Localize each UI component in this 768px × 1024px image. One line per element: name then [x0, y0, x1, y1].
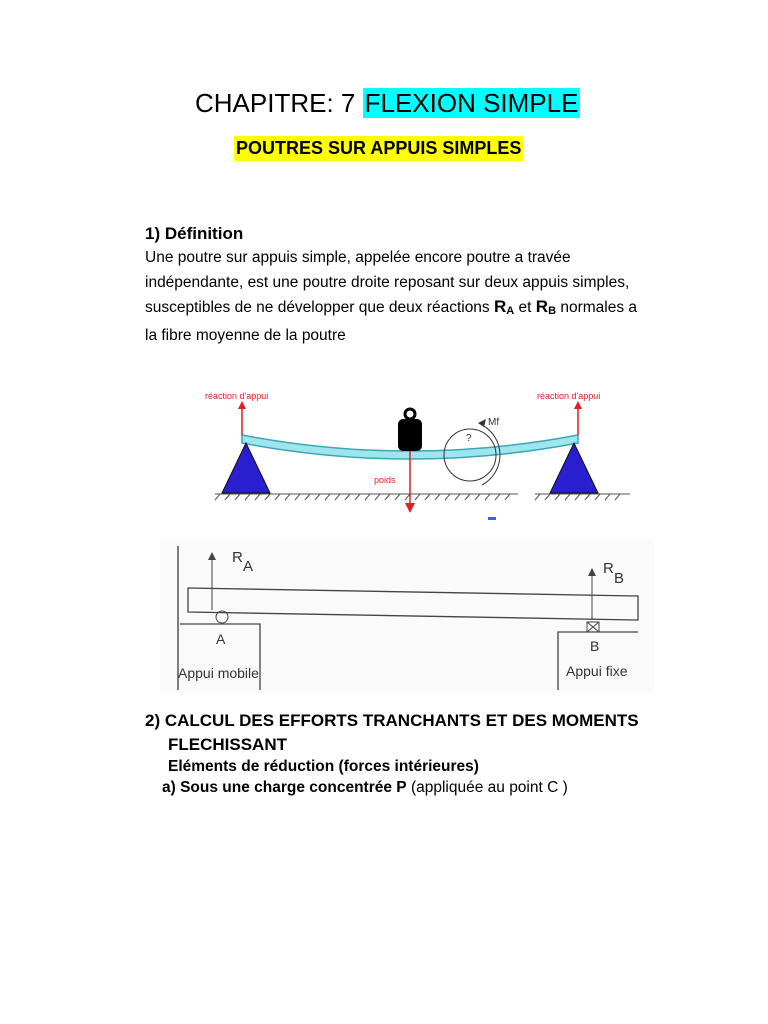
ground-left	[215, 494, 518, 500]
weight-arrow	[405, 503, 415, 513]
definition-line-4: la fibre moyenne de la poutre	[145, 326, 346, 344]
support-b-label: Appui fixe	[566, 663, 628, 679]
rb-symbol: $R_B$	[535, 297, 557, 317]
section2-heading-line1: 2) CALCUL DES EFFORTS TRANCHANTS ET DES MOMENTS	[145, 711, 639, 730]
weight-icon	[398, 409, 422, 451]
definition-line-1: Une poutre sur appuis simple, appelée encore poutre a travée	[145, 249, 571, 266]
moment-label: Mf	[488, 417, 500, 428]
definition-line-3-post: normales a	[556, 299, 637, 316]
item-a-rest: (appliquée au point C )	[406, 779, 568, 796]
left-reaction-label: réaction d'appui	[205, 391, 269, 401]
point-a-label: A	[216, 631, 226, 647]
left-reaction-arrow	[238, 401, 246, 409]
right-reaction-arrow	[574, 401, 582, 409]
title-prefix: CHAPITRE: 7	[195, 88, 363, 118]
definition-line-3-mid: et	[514, 299, 536, 316]
page-title	[195, 88, 580, 119]
moment-arrow	[478, 419, 486, 427]
section2-item-a	[162, 779, 568, 797]
right-support	[550, 443, 598, 493]
definition-paragraph	[145, 246, 685, 348]
item-a-bold: a) Sous une charge concentrée P	[162, 779, 407, 796]
weight-label: poids	[374, 475, 396, 485]
ground-right	[535, 494, 630, 500]
definition-line-3-pre: susceptibles de ne développer que deux réactions	[145, 299, 494, 316]
right-reaction-label: réaction d'appui	[537, 391, 601, 401]
beam-weight-figure	[200, 375, 630, 525]
section2-heading-line2: FLECHISSANT	[168, 735, 287, 754]
rb-label: R	[603, 560, 614, 577]
ra-label-sub: A	[243, 558, 254, 575]
moment-question: ?	[466, 433, 472, 444]
point-b-label: B	[590, 638, 600, 654]
page-subtitle: POUTRES SUR APPUIS SIMPLES	[234, 136, 523, 161]
supports-diagram	[160, 540, 655, 692]
support-a-label: Appui mobile	[178, 665, 259, 681]
definition-line-2: indépendante, est une poutre droite reposant sur deux appuis simples,	[145, 273, 630, 291]
title-highlight: FLEXION SIMPLE	[364, 88, 579, 118]
rb-label-sub: B	[614, 570, 625, 587]
section1-heading: 1) Définition	[145, 224, 244, 243]
definition-line-3	[145, 295, 685, 324]
ra-symbol: $R_A$	[494, 297, 515, 317]
ra-label: R	[232, 549, 243, 566]
left-support	[222, 443, 270, 493]
section2-subheading: Eléments de réduction (forces intérieures)	[168, 758, 479, 775]
